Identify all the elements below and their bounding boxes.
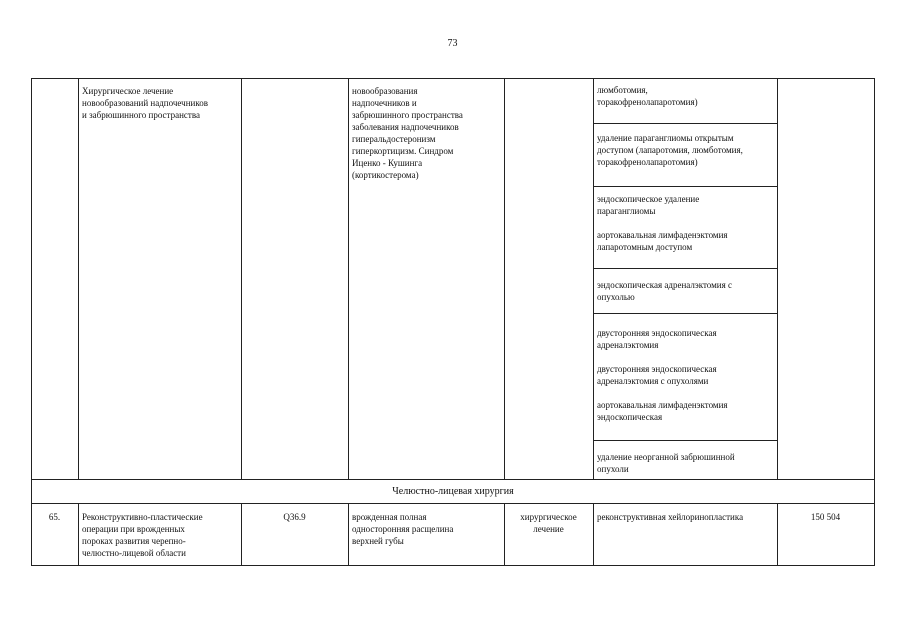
method-text: эндоскопическое удаление параганглиомы аортокавальная лимфаденэктомия лапаротомным доступом	[597, 194, 728, 252]
row-name: Реконструктивно-пластические операции при врожденных пороках развития черепно- челюстно-лицевой области	[82, 512, 203, 558]
table-top-border	[31, 78, 875, 79]
col-line	[593, 503, 594, 565]
col-line	[348, 503, 349, 565]
row-divider	[593, 440, 777, 441]
col-line	[504, 78, 505, 479]
col-line	[78, 503, 79, 565]
diagnosis-text: новообразования надпочечников и забрюшинного пространства заболевания надпочечников гиперальдостеронизм гиперкортицизм. Синдром Иценко - Кушинга (кортикостерома)	[352, 86, 463, 180]
row-number: 65.	[48, 512, 61, 522]
col-line	[241, 78, 242, 479]
cost-value: 150 504	[810, 512, 841, 522]
treatment-method: реконструктивная хейлоринопластика	[597, 512, 744, 522]
method-text: люмботомия, торакофренолапаротомия)	[597, 85, 698, 107]
col-line	[593, 78, 594, 479]
table-bottom-border	[31, 565, 875, 566]
row-divider	[593, 123, 777, 124]
treatment-group-name: Хирургическое лечение новообразований надпочечников и забрюшинного пространства	[82, 86, 208, 120]
row-diagnosis: врожденная полная односторонняя расщелина верхней губы	[352, 512, 454, 546]
col-line	[874, 78, 875, 479]
section-bottom-border	[31, 503, 875, 504]
method-text: двусторонняя эндоскопическая адреналэктомия двусторонняя эндоскопическая адреналэктомия с опухолями аортокавальная лимфаденэктомия эндоскопическая	[597, 328, 728, 422]
col-line	[78, 78, 79, 479]
col-line	[31, 78, 32, 479]
col-line	[874, 503, 875, 565]
treatment-type: хирургическое лечение	[520, 512, 577, 534]
block-bottom-border	[31, 479, 875, 480]
section-header: Челюстно-лицевая хирургия	[392, 486, 514, 497]
row-divider	[593, 313, 777, 314]
row-divider	[593, 186, 777, 187]
col-line	[348, 78, 349, 479]
method-text: эндоскопическая адреналэктомия с опухолью	[597, 280, 732, 302]
col-line	[777, 78, 778, 479]
page-number: 73	[447, 38, 458, 49]
row-divider	[593, 268, 777, 269]
method-text: удаление параганглиомы открытым доступом (лапаротомия, люмботомия, торакофренолапаротомия)	[597, 133, 743, 167]
method-text: удаление неорганной забрюшинной опухоли	[597, 452, 735, 474]
icd-code: Q36.9	[283, 512, 306, 522]
